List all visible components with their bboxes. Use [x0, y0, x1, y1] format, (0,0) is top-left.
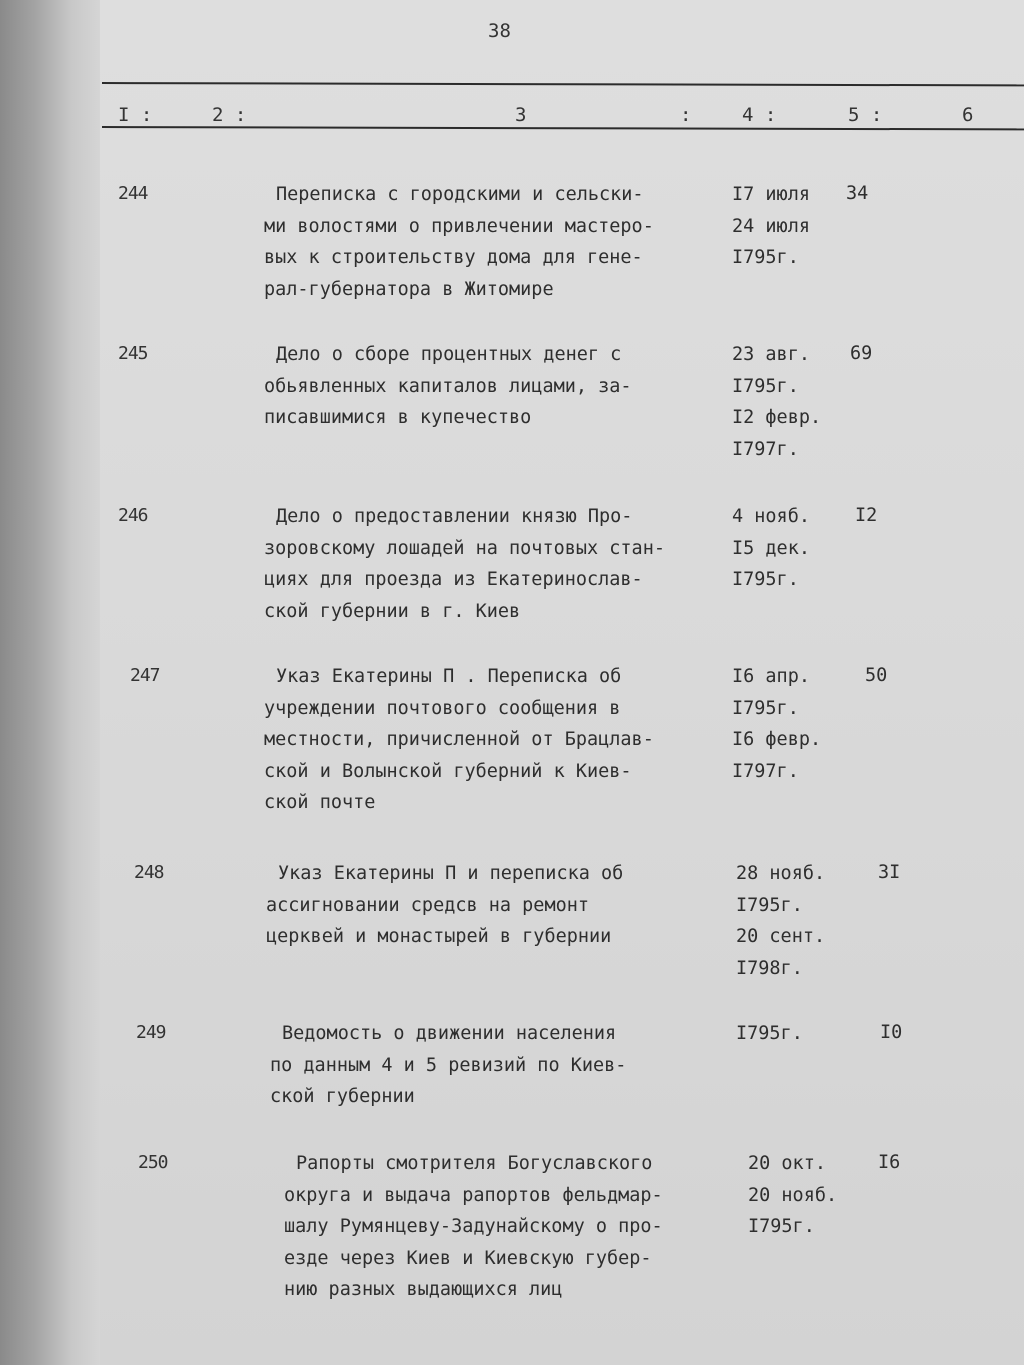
date-line: 20 окт. [748, 1153, 826, 1174]
description-line: ми волостями о привлечении мастеро- [264, 215, 654, 237]
entry-sheet-count: 34 [846, 183, 869, 204]
date-line: 20 нояб. [748, 1184, 838, 1206]
description-line: езде через Киев и Киевскую губер- [284, 1247, 652, 1269]
description-line: нию разных выдающихся лиц [284, 1279, 563, 1300]
entry-sheet-count: I6 [878, 1152, 901, 1173]
entry-number: 246 [118, 505, 148, 526]
description-line: шалу Румянцеву-Задунайскому о про- [284, 1216, 663, 1237]
entry-sheet-count: I2 [855, 505, 878, 526]
entry-number: 250 [138, 1152, 168, 1173]
description-line: местности, причисленной от Брацлав- [264, 729, 654, 750]
description-line: Ведомость о движении населения [282, 1023, 617, 1044]
entry-sheet-count: 69 [850, 343, 873, 364]
date-line: I6 апр. [732, 666, 810, 687]
description-line: рал-губернатора в Житомире [264, 278, 554, 300]
description-line: ассигновании средсв на ремонт [266, 894, 590, 916]
column-header: 3 [515, 104, 527, 126]
date-line: I795г. [732, 697, 799, 719]
description-line: ской губернии в г. Киев [264, 600, 521, 622]
entry-dates [732, 179, 810, 274]
description-line: Рапорты смотрителя Богуславского [296, 1153, 653, 1174]
entry-number: 245 [118, 343, 148, 364]
description-line: ской и Волынской губерний к Киев- [264, 760, 632, 782]
entry-description [266, 858, 624, 953]
entry-description [270, 1018, 627, 1113]
entry-dates [748, 1148, 837, 1243]
description-line: циях для проезда из Екатеринослав- [264, 569, 643, 590]
description-line: ской почте [264, 792, 376, 813]
column-header: 5 : [848, 104, 883, 126]
column-header: 4 : [742, 104, 777, 126]
description-line: Дело о сборе процентных денег с [276, 344, 622, 365]
description-line: церквей и монастырей в губернии [266, 926, 612, 947]
entry-sheet-count: 3I [878, 862, 901, 883]
entry-dates [732, 661, 821, 787]
date-line: I6 февр. [732, 729, 822, 750]
column-header: 2 : [212, 104, 247, 126]
date-line: I2 февр. [732, 407, 822, 428]
column-header: : [680, 104, 692, 126]
column-header: 6 [962, 104, 974, 126]
description-line: Указ Екатерины П и переписка об [278, 863, 624, 884]
date-line: I795г. [732, 569, 799, 590]
date-line: 4 нояб. [732, 506, 810, 527]
entry-description [264, 179, 654, 305]
entry-number: 249 [136, 1022, 166, 1043]
description-line: зоровскому лошадей на почтовых стан- [264, 537, 665, 559]
description-line: писавшимися в купечество [264, 407, 532, 428]
entry-number: 247 [130, 665, 160, 686]
date-line: I795г. [732, 375, 799, 397]
book-binding-fold [0, 0, 102, 1365]
entry-description [264, 339, 632, 434]
description-line: Дело о предоставлении князю Про- [276, 506, 633, 527]
date-line: I798г. [736, 957, 803, 979]
description-line: вых к строительству дома для гене- [264, 247, 643, 268]
entry-dates [732, 501, 810, 596]
entry-number: 248 [134, 862, 164, 883]
page-number: 38 [488, 20, 511, 42]
date-line: I5 дек. [732, 537, 810, 559]
column-header: I : [118, 104, 153, 126]
date-line: I797г. [732, 438, 799, 460]
description-line: обьявленных капиталов лицами, за- [264, 375, 632, 397]
date-line: I7 июля [732, 184, 810, 205]
entry-number: 244 [118, 183, 148, 204]
date-line: 28 нояб. [736, 863, 826, 884]
entry-description [264, 501, 665, 627]
description-line: учреждении почтового сообщения в [264, 697, 621, 719]
entry-description [264, 661, 654, 819]
entry-dates [736, 1018, 803, 1050]
entry-dates [736, 858, 825, 984]
entry-sheet-count: 50 [865, 665, 888, 686]
date-line: I795г. [748, 1216, 815, 1237]
date-line: I795г. [732, 247, 799, 268]
description-line: Переписка с городскими и сельски- [276, 184, 644, 205]
entry-description [284, 1148, 663, 1306]
description-line: Указ Екатерины П . Переписка об [276, 666, 622, 687]
date-line: I795г. [736, 894, 803, 916]
description-line: округа и выдача рапортов фельдмар- [284, 1184, 663, 1206]
entry-sheet-count: I0 [880, 1022, 903, 1043]
date-line: I797г. [732, 760, 799, 782]
entry-dates [732, 339, 821, 465]
date-line: I795г. [736, 1023, 803, 1044]
description-line: ской губернии [270, 1086, 415, 1107]
date-line: 20 сент. [736, 926, 826, 947]
date-line: 24 июля [732, 215, 810, 237]
date-line: 23 авг. [732, 344, 810, 365]
description-line: по данным 4 и 5 ревизий по Киев- [270, 1054, 627, 1076]
